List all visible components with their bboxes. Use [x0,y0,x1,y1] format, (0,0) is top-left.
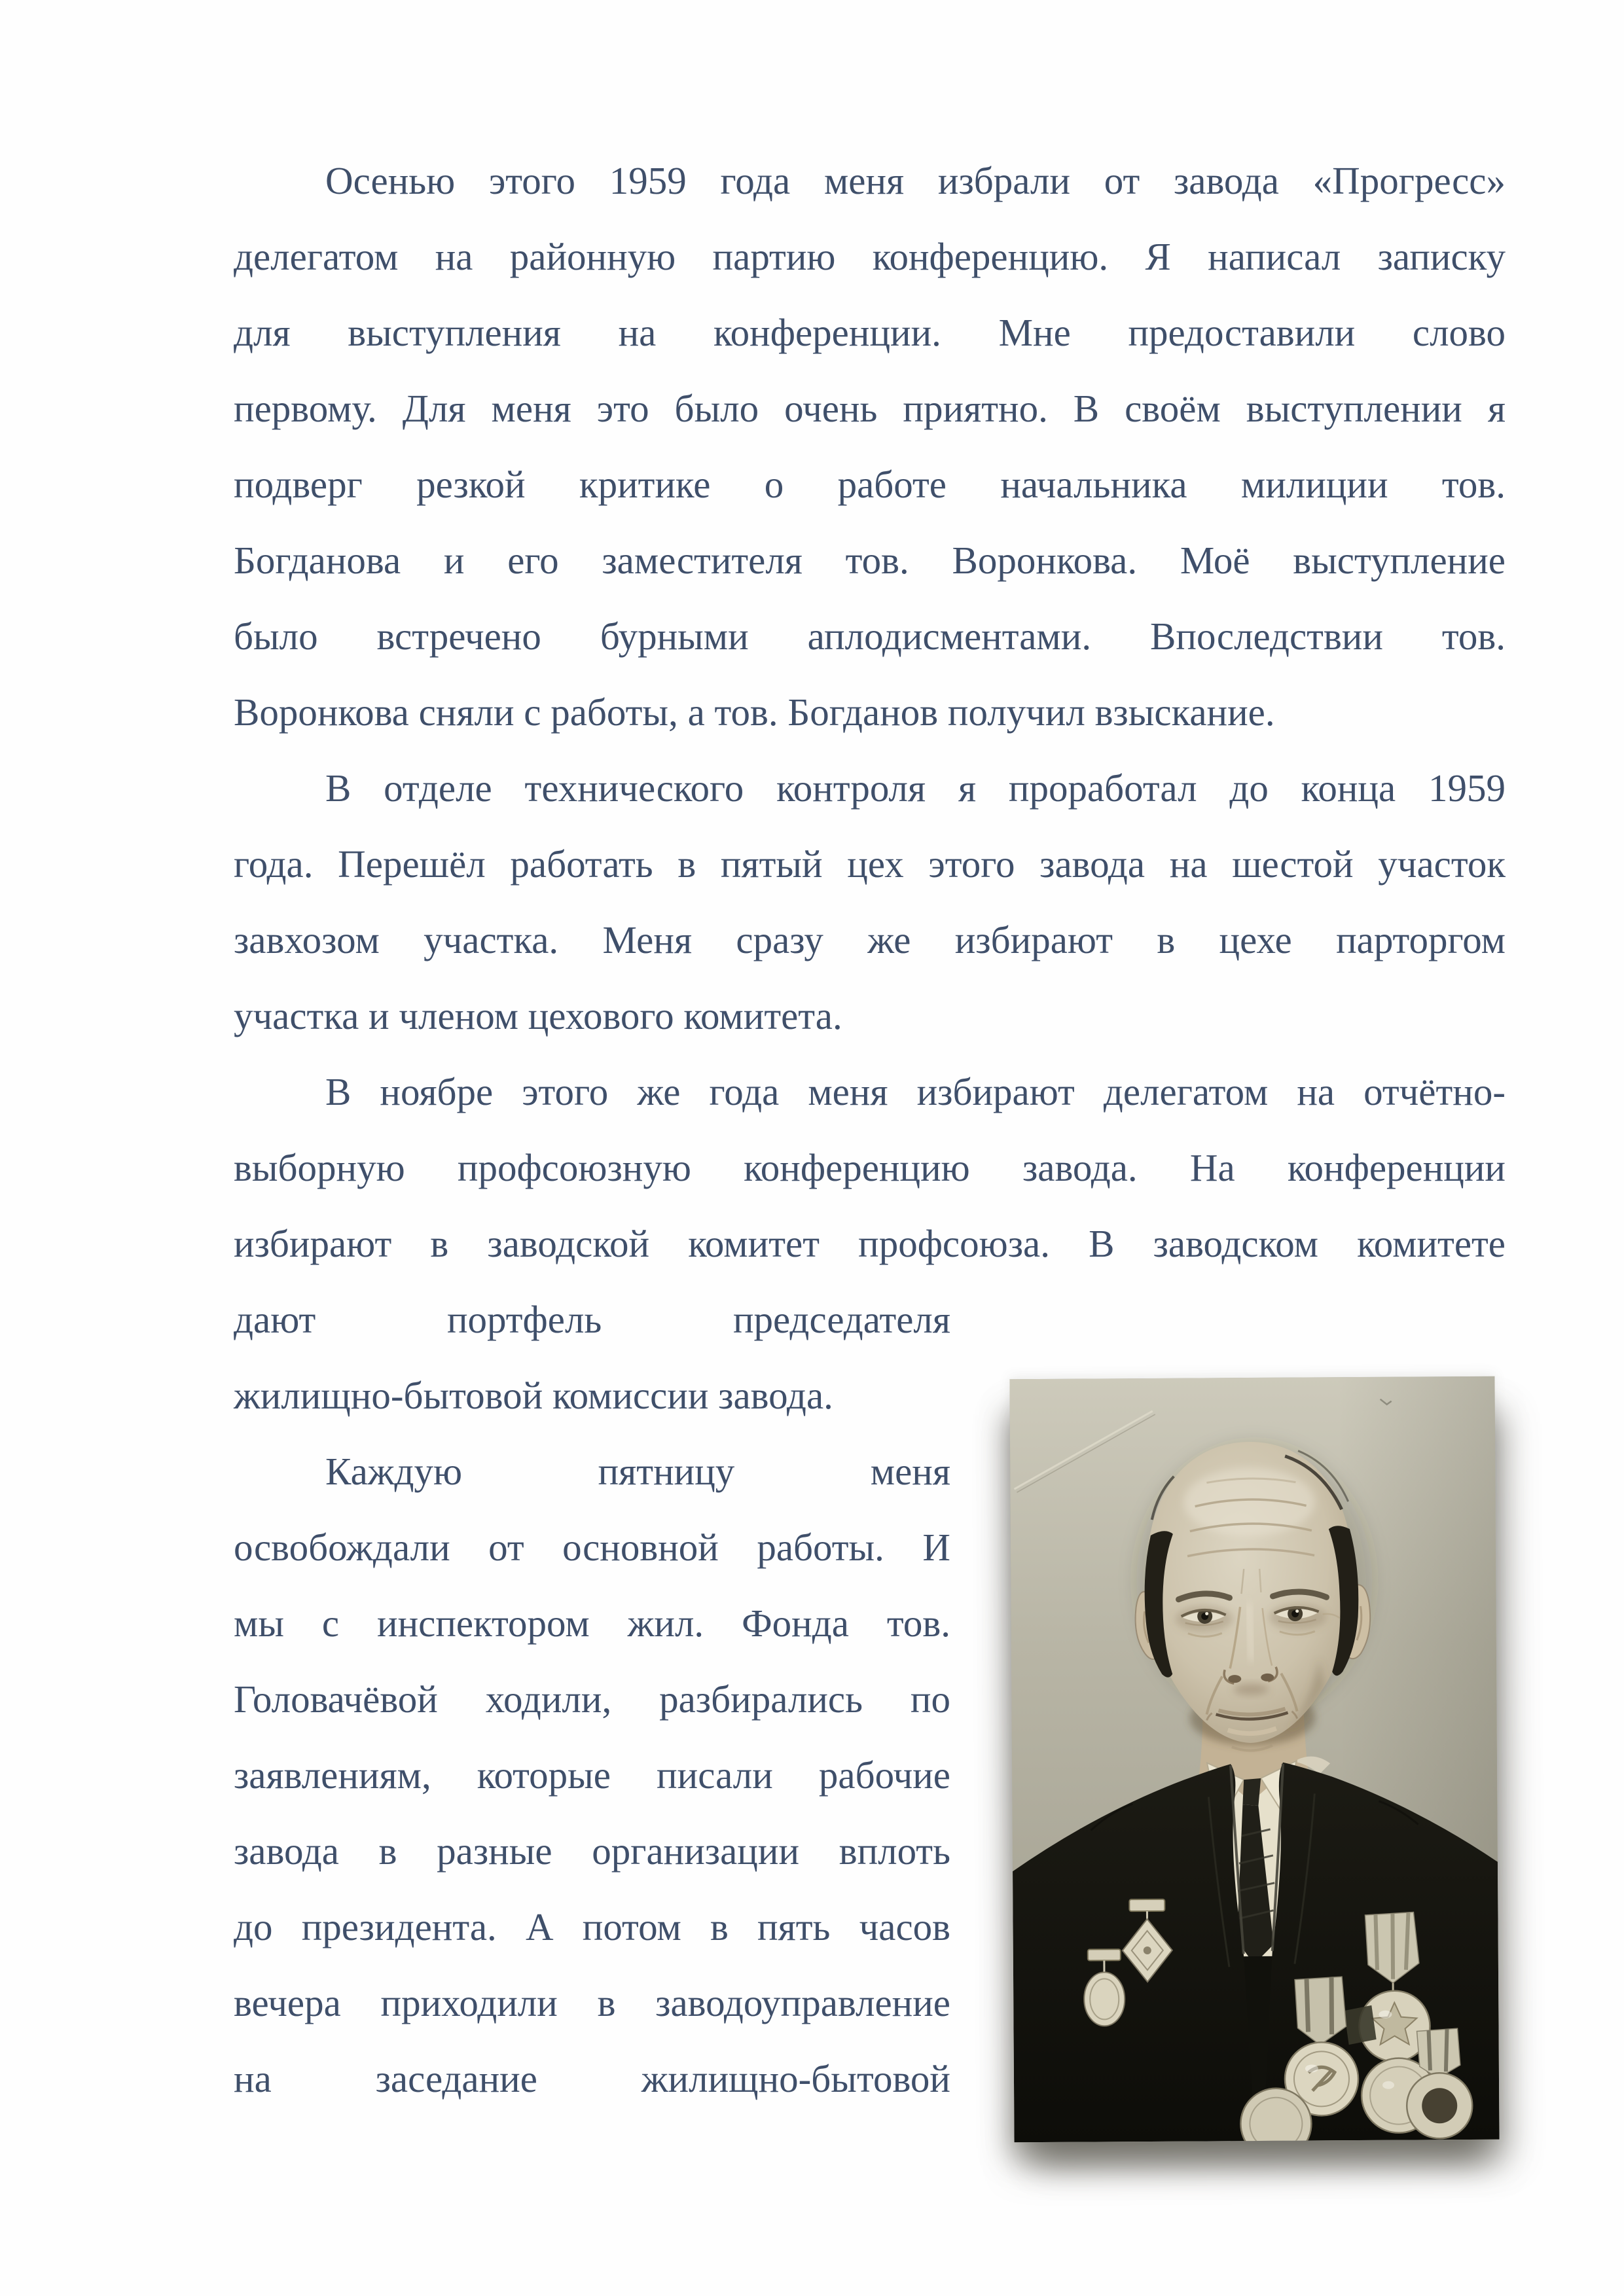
text-line: на заседание жилищно-бытовой [234,2057,950,2100]
text-line: дают портфель председателя [234,1298,950,1341]
text-line: Головачёвой ходили, разбирались по [234,1677,950,1721]
text-line: завхозом участка. Меня сразу же избирают в цехе парторгом [234,918,1506,961]
text-line: избирают в заводской комитет профсоюза. В заводском комитете [234,1222,1506,1265]
text-line: до президента. А потом в пять часов [234,1905,950,1948]
text-line: участка и членом цехового комитета. [234,994,842,1037]
text-line: делегатом на районную партию конференцию. Я написал записку [234,235,1506,278]
text-line: первому. Для меня это было очень приятно. В своём выступлении я [234,387,1506,430]
portrait-photo [1009,1376,1499,2143]
text-line: вечера приходили в заводоуправление [234,1981,950,2024]
text-line: освобождали от основной работы. И [234,1526,950,1569]
text-line: выборную профсоюзную конференцию завода. На конференции [234,1146,1506,1189]
text-line: Богданова и его заместителя тов. Воронкова. Моё выступление [234,539,1506,582]
text-line: жилищно-бытовой комиссии завода. [234,1374,833,1417]
portrait-photo-image [1009,1376,1499,2143]
text-line: года. Перешёл работать в пятый цех этого завода на шестой участок [234,842,1506,886]
text-line: В ноябре этого же года меня избирают делегатом на отчётно- [325,1070,1506,1113]
text-line: было встречено бурными аплодисментами. Впоследствии тов. [234,615,1506,658]
text-line: заявлениям, которые писали рабочие [234,1753,950,1797]
text-line: В отделе технического контроля я проработал до конца 1959 [325,766,1506,810]
text-line: Осенью этого 1959 года меня избрали от завода «Прогресс» [325,159,1506,202]
text-line: завода в разные организации вплоть [234,1829,950,1873]
text-line: мы с инспектором жил. Фонда тов. [234,1602,950,1645]
text-line: Каждую пятницу меня [325,1450,950,1493]
text-line: Воронкова сняли с работы, а тов. Богданов получил взыскание. [234,691,1275,734]
text-line: подверг резкой критике о работе начальника милиции тов. [234,463,1506,506]
text-line: для выступления на конференции. Мне предоставили слово [234,311,1506,354]
